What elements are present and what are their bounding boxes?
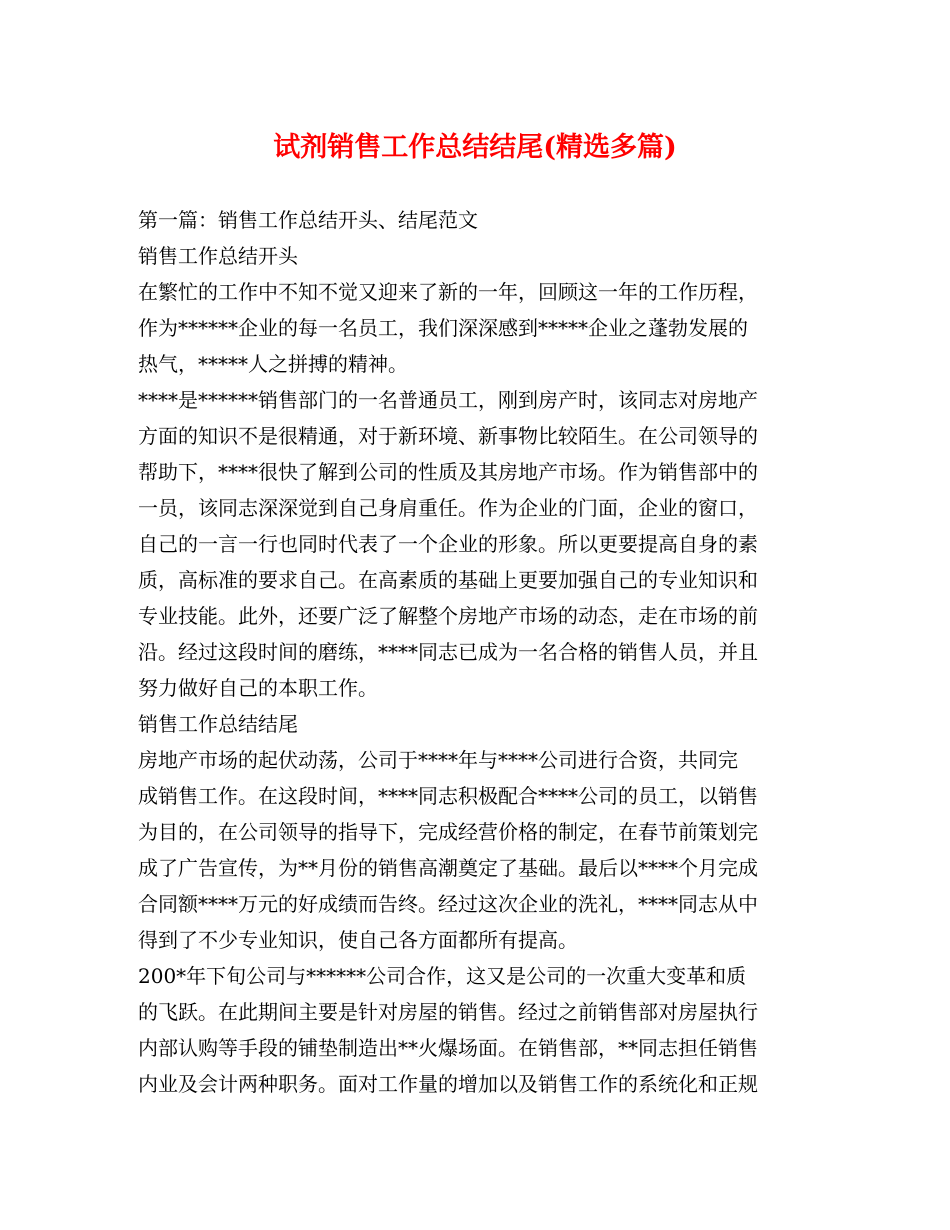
text-line: 销售工作总结开头 bbox=[138, 244, 298, 268]
text-line: 第一篇：销售工作总结开头、结尾范文 bbox=[138, 208, 478, 232]
text-line: 方面的知识不是很精通，对于新环境、新事物比较陌生。在公司领导的 bbox=[138, 424, 758, 448]
text-line: 努力做好自己的本职工作。 bbox=[138, 676, 378, 700]
document-body bbox=[138, 202, 818, 1102]
text-line: 专业技能。此外，还要广泛了解整个房地产市场的动态，走在市场的前 bbox=[138, 604, 758, 628]
text-line: 质，高标准的要求自己。在高素质的基础上更要加强自己的专业知识和 bbox=[138, 568, 758, 592]
text-line: 的飞跃。在此期间主要是针对房屋的销售。经过之前销售部对房屋执行 bbox=[138, 1000, 758, 1024]
text-line: 得到了不少专业知识，使自己各方面都所有提高。 bbox=[138, 928, 578, 952]
text-line: 成了广告宣传，为**月份的销售高潮奠定了基础。最后以****个月完成 bbox=[138, 856, 758, 880]
text-line: 在繁忙的工作中不知不觉又迎来了新的一年，回顾这一年的工作历程， bbox=[138, 280, 758, 304]
text-line: 为目的，在公司领导的指导下，完成经营价格的制定，在春节前策划完 bbox=[138, 820, 758, 844]
text-line: 内部认购等手段的铺垫制造出**火爆场面。在销售部，**同志担任销售 bbox=[138, 1036, 758, 1060]
document-title: 试剂销售工作总结结尾(精选多篇) bbox=[273, 132, 677, 163]
text-line: 成销售工作。在这段时间，****同志积极配合****公司的员工，以销售 bbox=[138, 784, 758, 808]
text-line: 一员，该同志深深觉到自己身肩重任。作为企业的门面，企业的窗口， bbox=[138, 496, 758, 520]
text-line: 200*年下旬公司与******公司合作，这又是公司的一次重大变革和质 bbox=[138, 964, 747, 988]
text-line: 沿。经过这段时间的磨练，****同志已成为一名合格的销售人员，并且 bbox=[138, 640, 758, 664]
text-line: 热气，*****人之拼搏的精神。 bbox=[138, 352, 408, 376]
text-line: 合同额****万元的好成绩而告终。经过这次企业的洗礼，****同志从中 bbox=[138, 892, 758, 916]
text-line: 自己的一言一行也同时代表了一个企业的形象。所以更要提高自身的素 bbox=[138, 532, 758, 556]
text-line: 作为******企业的每一名员工，我们深深感到*****企业之蓬勃发展的 bbox=[138, 316, 748, 340]
text-line: 房地产市场的起伏动荡，公司于****年与****公司进行合资，共同完 bbox=[138, 748, 738, 772]
text-line: 销售工作总结结尾 bbox=[138, 712, 298, 736]
text-line: 内业及会计两种职务。面对工作量的增加以及销售工作的系统化和正规 bbox=[138, 1072, 758, 1096]
text-line: 帮助下，****很快了解到公司的性质及其房地产市场。作为销售部中的 bbox=[138, 460, 758, 484]
text-line: ****是******销售部门的一名普通员工，刚到房产时，该同志对房地产 bbox=[138, 388, 758, 412]
